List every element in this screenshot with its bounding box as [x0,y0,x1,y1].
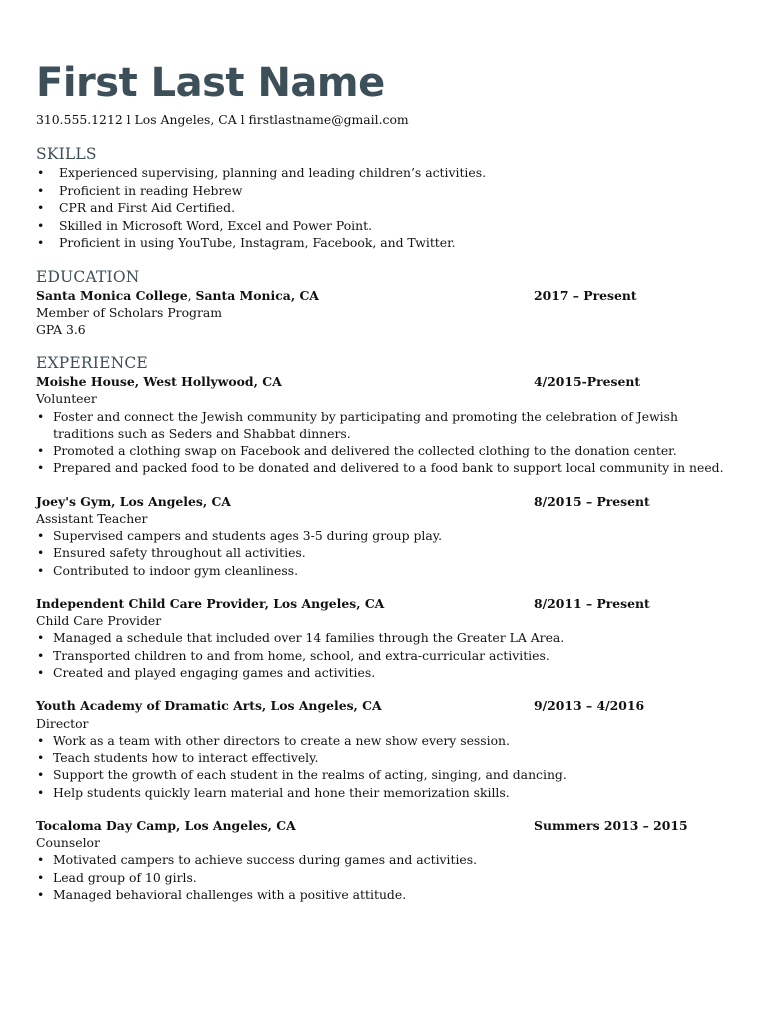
skills-section [36,144,736,252]
job-role: Counselor [36,835,100,851]
education-dates: 2017 – Present [534,287,637,303]
job-bullet: • Ensured safety throughout all activities. [36,544,733,561]
skill-item: • Skilled in Microsoft Word, Excel and Power Point. [36,217,736,235]
job-role: Child Care Provider [36,613,162,629]
job-bullets [36,851,736,903]
job-bullet: • Contributed to indoor gym cleanliness. [36,562,733,579]
job-organization: Moishe House, West Hollywood, CA [36,374,282,390]
job-entry [36,493,736,579]
job-dates: 4/2015-Present [534,374,641,390]
job-organization: Independent Child Care Provider, Los Angeles, CA [36,596,385,611]
education-gpa: GPA 3.6 [36,321,86,337]
job-bullet: • Managed behavioral challenges with a positive attitude. [36,886,733,903]
job-bullet: • Motivated campers to achieve success during games and activities. [36,851,733,868]
experience-heading: EXPERIENCE [36,354,148,373]
education-heading: EDUCATION [36,267,140,286]
skill-item: • Proficient in using YouTube, Instagram, Facebook, and Twitter. [36,234,736,252]
job-role: Assistant Teacher [36,510,148,526]
job-bullet: • Teach students how to interact effectively. [36,749,733,766]
job-header [36,595,736,612]
job-entry [36,595,736,681]
job-bullet: • Foster and connect the Jewish community by participating and promoting the celebration of Jewish traditions such as Seders and Shabbat dinners. [36,408,733,443]
education-section [36,267,736,339]
skill-item: • Experienced supervising, planning and leading children’s activities. [36,164,736,182]
job-bullet: • Transported children to and from home, school, and extra-curricular activities. [36,647,733,664]
school-name: Santa Monica College [36,287,188,303]
job-bullet: • Lead group of 10 girls. [36,869,733,886]
job-dates: 8/2015 – Present [534,493,650,509]
skills-heading: SKILLS [36,145,97,163]
job-bullets [36,732,736,801]
job-bullet: • Promoted a clothing swap on Facebook and delivered the collected clothing to the donation center. [36,442,733,459]
job-entry [36,373,736,477]
job-header [36,493,736,510]
job-role: Director [36,715,89,731]
job-bullets [36,408,736,477]
skills-list [36,164,736,252]
job-header [36,817,736,834]
school-separator: , [187,287,196,303]
job-bullet: • Support the growth of each student in the realms of acting, singing, and dancing. [36,766,733,783]
skill-item: • Proficient in reading Hebrew [36,182,736,200]
job-dates: 9/2013 – 4/2016 [534,698,645,714]
job-organization: Youth Academy of Dramatic Arts, Los Angeles, CA [36,698,382,714]
job-bullet: • Help students quickly learn material and hone their memorization skills. [36,784,733,801]
job-bullet: • Work as a team with other directors to create a new show every session. [36,732,733,749]
job-header [36,373,736,390]
job-header [36,697,736,714]
job-organization: Joey's Gym, Los Angeles, CA [36,493,231,509]
job-entry [36,697,736,801]
education-row [36,287,736,304]
school-location: Santa Monica, CA [195,287,319,303]
job-bullets [36,527,736,579]
education-program: Member of Scholars Program [36,304,223,320]
job-bullet: • Created and played engaging games and activities. [36,664,733,681]
job-bullets [36,629,736,681]
job-bullet: • Prepared and packed food to be donated and delivered to a food bank to support local community in need. [36,459,733,476]
job-bullet: • Managed a schedule that included over 14 families through the Greater LA Area. [36,629,733,646]
candidate-name: First Last Name [36,60,385,106]
job-dates: 8/2011 – Present [534,596,650,611]
job-entry [36,817,736,903]
resume-page [36,58,736,903]
job-organization: Tocaloma Day Camp, Los Angeles, CA [36,817,296,833]
job-bullet: • Supervised campers and students ages 3-5 during group play. [36,527,733,544]
contact-info: 310.555.1212 l Los Angeles, CA l firstlastname@gmail.com [36,112,409,127]
job-dates: Summers 2013 – 2015 [534,817,688,833]
experience-section [36,353,736,903]
skill-item: • CPR and First Aid Certified. [36,199,736,217]
job-role: Volunteer [36,391,97,407]
